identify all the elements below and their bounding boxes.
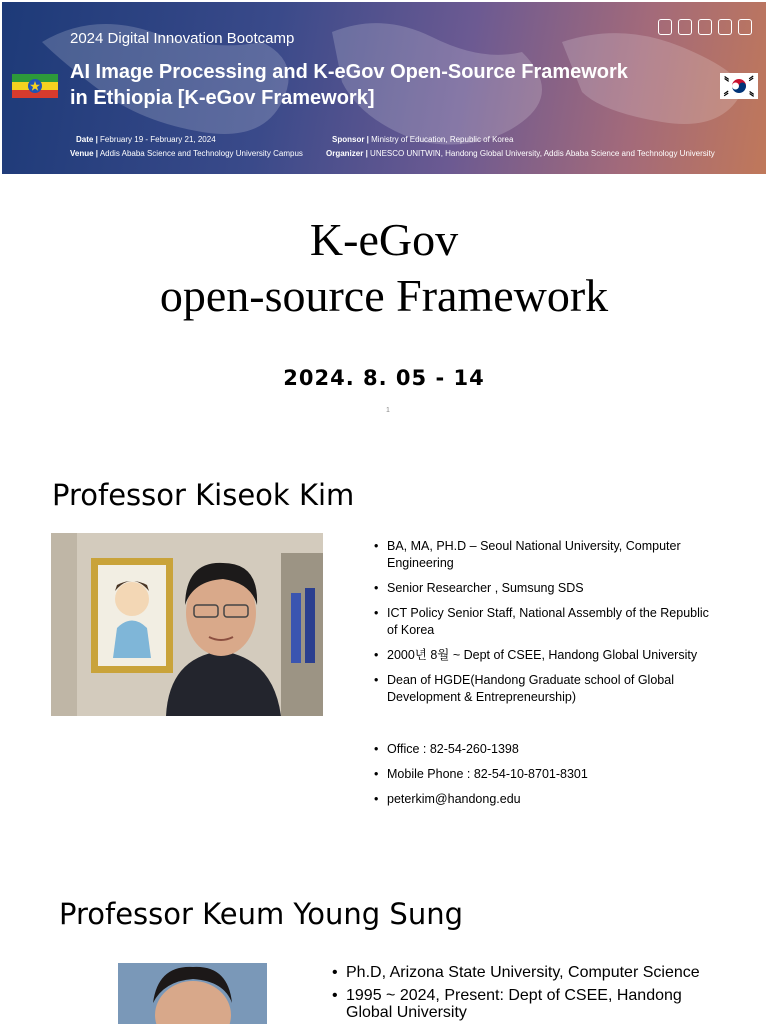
page-number: 1 (386, 407, 390, 414)
banner-title-line1: AI Image Processing and K-eGov Open-Source Framework (70, 61, 628, 83)
banner-organizer: Organizer | UNESCO UNITWIN, Handong Global University, Addis Ababa Science and Technology University (326, 149, 715, 158)
handong-logo-icon (698, 19, 712, 35)
banner-subtitle: 2024 Digital Innovation Bootcamp (70, 30, 295, 47)
aastu-logo-icon (738, 19, 752, 35)
banner-title-line2: in Ethiopia [K-eGov Framework] (70, 87, 375, 109)
professor1-contact-list (372, 741, 722, 808)
slide-title-line1: K-eGov (309, 214, 459, 265)
ministry-logo-icon (678, 19, 692, 35)
event-banner (2, 2, 766, 174)
banner-venue: Venue | Addis Ababa Science and Technology University Campus (70, 149, 303, 158)
slide-date: 2024. 8. 05 - 14 (283, 366, 485, 390)
university-logo-icon (718, 19, 732, 35)
professor1-name: Professor Kiseok Kim (52, 478, 355, 512)
list-item: • Dean of HGDE(Handong Graduate school of Global Development & Entrepreneurship) (372, 672, 722, 706)
list-item: • Senior Researcher , Sumsung SDS (372, 580, 722, 597)
professor1-photo (51, 533, 323, 716)
banner-sponsor: Sponsor | Ministry of Education, Republic of Korea (332, 135, 514, 144)
banner-date: Date | February 19 - February 21, 2024 (76, 135, 216, 144)
office-phone: • Office : 82-54-260-1398 (372, 741, 722, 758)
unesco-logo-icon (658, 19, 672, 35)
list-item: • 1995 ~ 2024, Present: Dept of CSEE, Handong Global University (330, 987, 710, 1021)
slide-title-line2: open-source Framework (159, 270, 609, 321)
professor1-bio-list (372, 538, 722, 706)
organizer-logos (658, 16, 758, 38)
list-item: • BA, MA, PH.D – Seoul National University, Computer Engineering (372, 538, 722, 572)
list-item: • 2000년 8월 ~ Dept of CSEE, Handong Global University (372, 647, 722, 664)
professor2-name: Professor Keum Young Sung (59, 897, 463, 931)
list-item: • Ph.D, Arizona State University, Computer Science (330, 964, 710, 981)
ethiopia-flag-icon (12, 74, 58, 98)
email-link[interactable]: • peterkim@handong.edu (372, 791, 722, 808)
professor2-bio-list (330, 964, 710, 1021)
list-item: • ICT Policy Senior Staff, National Assembly of the Republic of Korea (372, 605, 722, 639)
korea-flag-icon (720, 73, 758, 99)
professor2-photo (118, 963, 267, 1024)
mobile-phone: • Mobile Phone : 82-54-10-8701-8301 (372, 766, 722, 783)
banner-title (70, 59, 730, 111)
